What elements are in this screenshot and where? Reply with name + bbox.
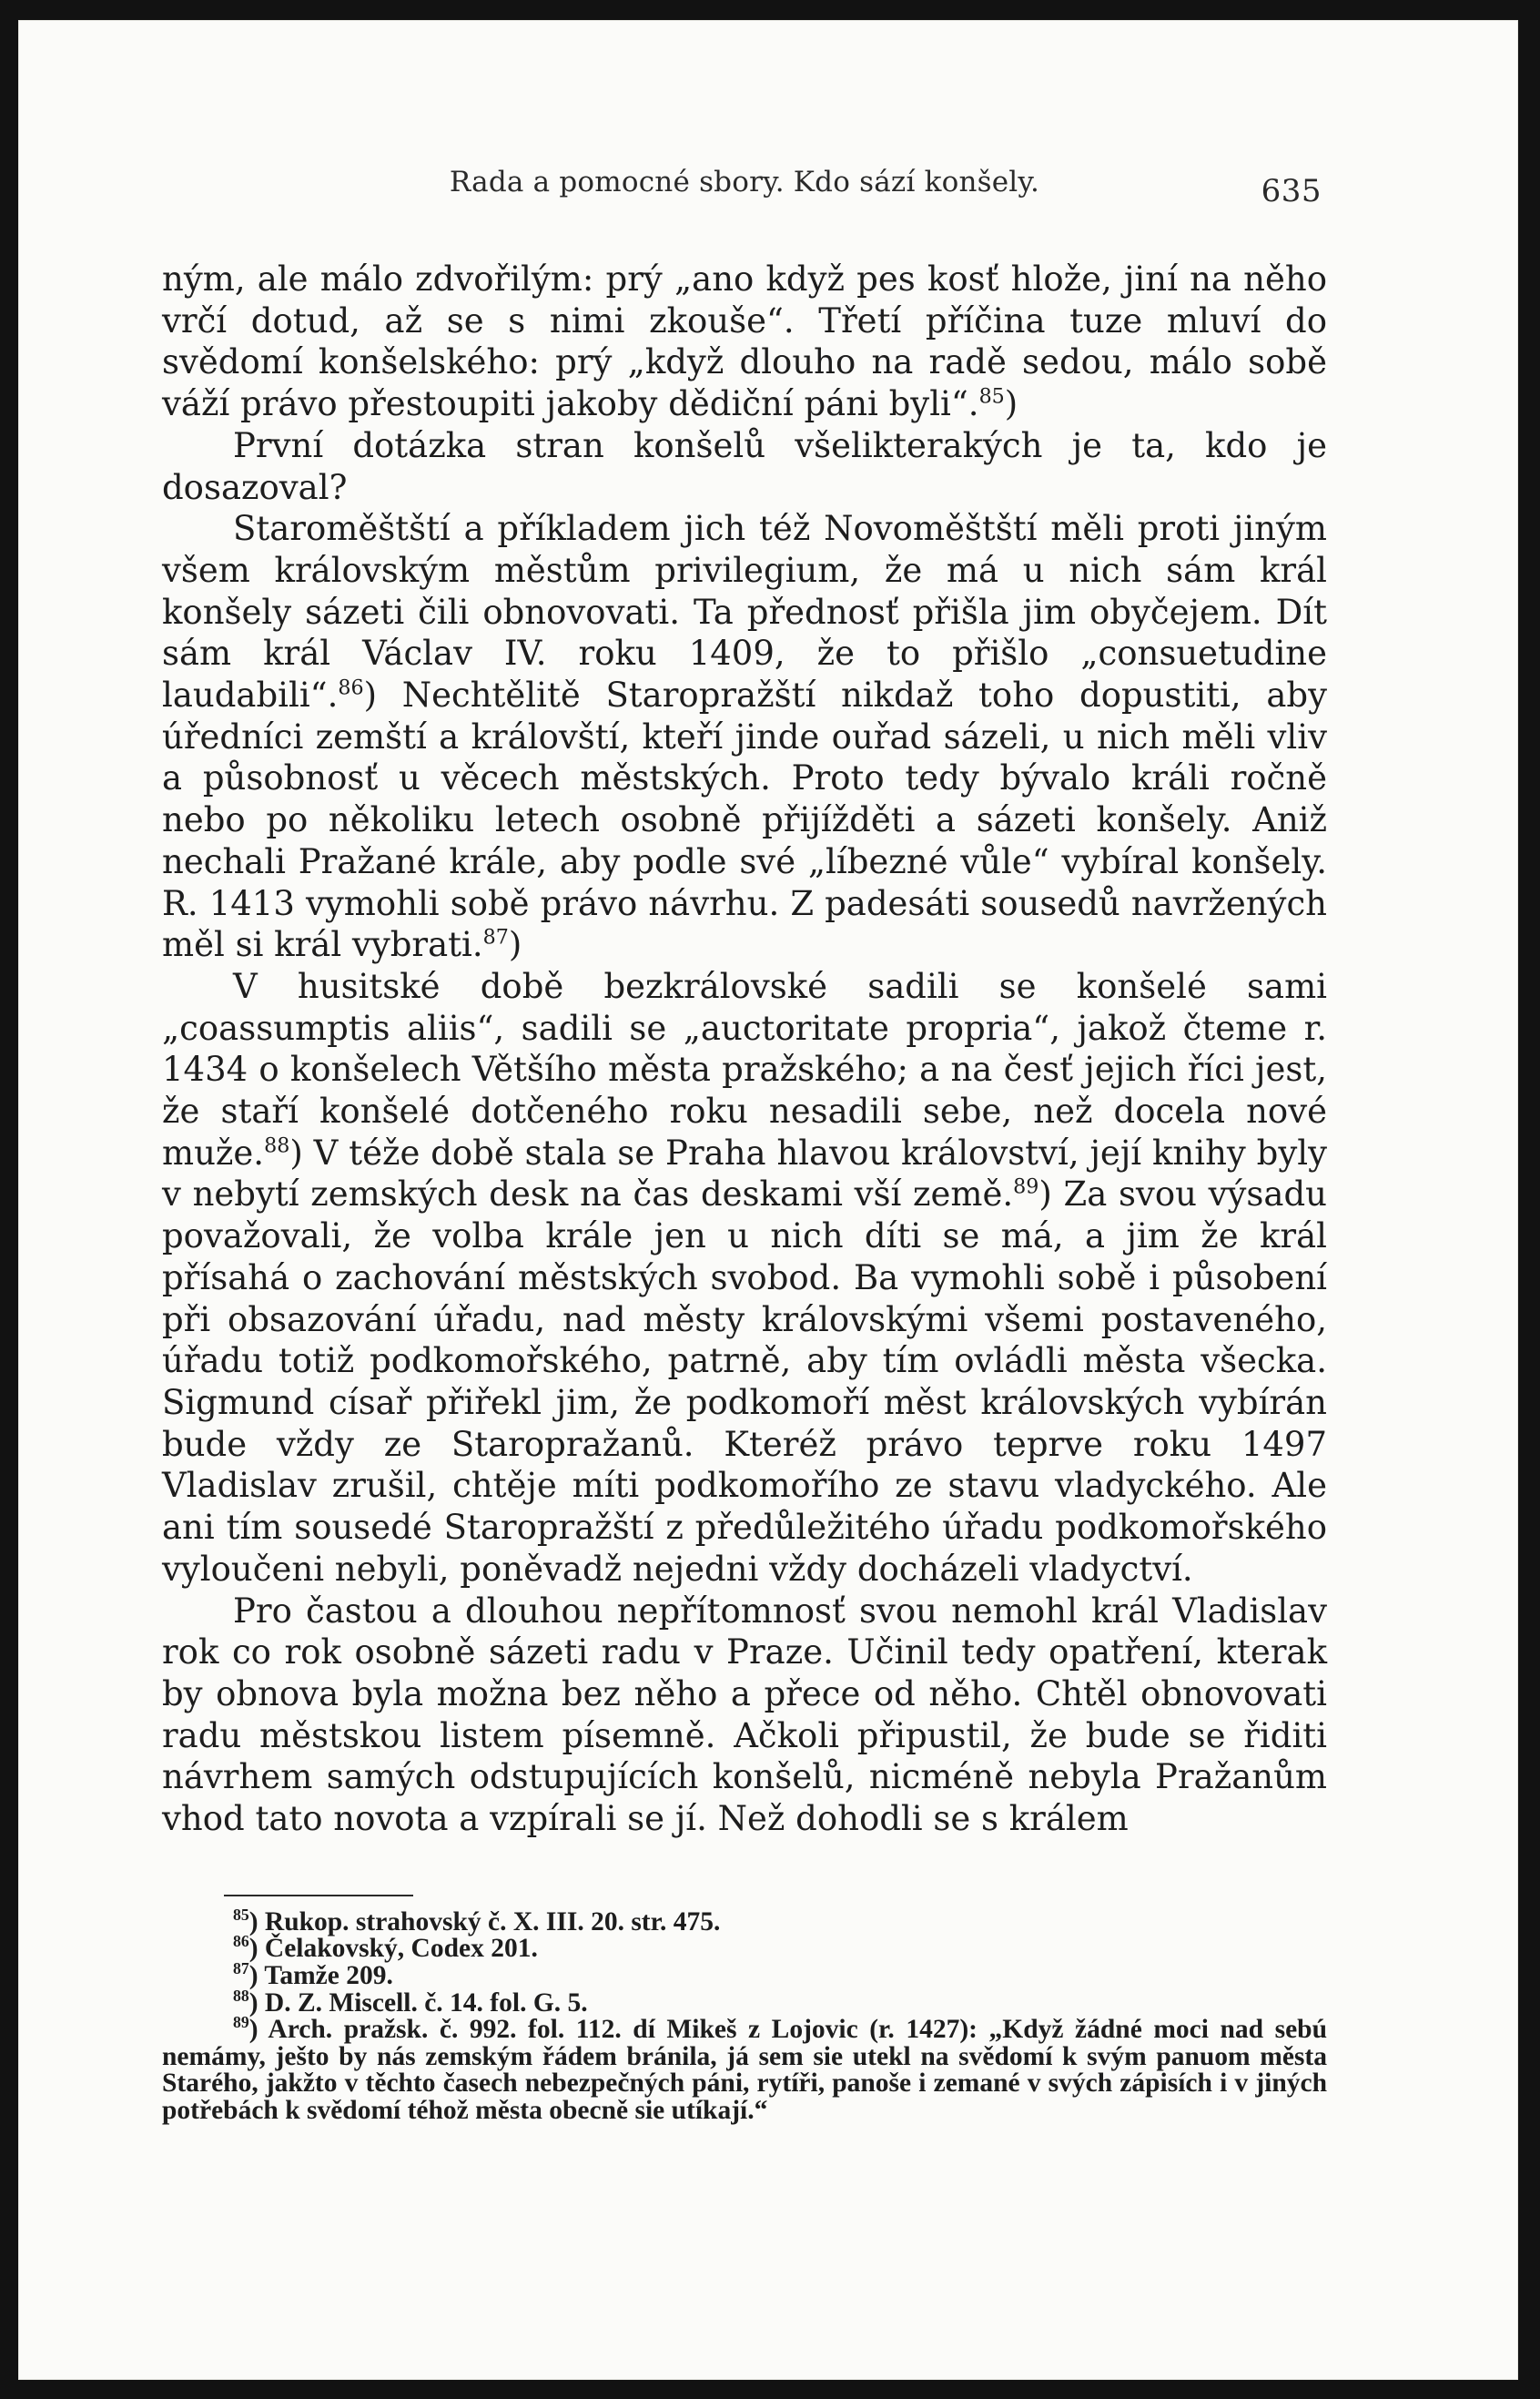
body-text [162,259,1327,1840]
paragraph-tail: ) Za svou výsadu považovali, že volba krále jen u nich díti se má, a jim že král přísahá o zachování městských svobod. Ba vymohli sobě i působení při obsazování úřadu, nad městy královskými všemi postaveného, úřadu totiž podkomořského, patrně, aby tím ovládli města všecka. Sigmund císař přiřekl jim, že podkomoří měst královských vybírán bude vždy ze Staropražanů. Kteréž právo teprve roku 1497 Vladislav zrušil, chtěje míti podkomořího ze stavu vladyckého. Ale ani tím sousedé Staropražští z předůležitého úřadu podkomořského vyloučeni nebyli, poněvadž nejedni vždy docházeli vladyctví. [162,1174,1327,1589]
footnote-ref: 89 [1013,1175,1039,1200]
footnote-87 [162,1959,1327,1990]
paragraph-tail: ) Nechtělitě Staropražští nikdaž toho dopustiti, aby úředníci zemští a královští, kteří jinde ouřad sázeli, u nich měli vliv a působnosť u věcech městských. Proto tedy bývalo králi ročně nebo po několiku letech osobně přijížděti a sázeti konšely. Aniž nechali Pražané krále, aby podle své „líbezné vůle“ vybíral konšely. R. 1413 vymohli sobě právo návrhu. Z padesáti sousedů navržených měl si král vybrati. [162,676,1327,965]
page-content [162,157,1327,2124]
footnote-number: 88 [233,1986,249,2005]
footnote-89 [162,2013,1327,2125]
paragraph-3 [162,508,1327,966]
footnote-text: ) D. Z. Miscell. č. 14. fol. G. 5. [248,1987,588,2018]
running-head [162,157,1327,211]
page-number: 635 [1261,173,1322,209]
paragraph-tail: ) [508,925,522,965]
paragraph-text: Staroměštští a příkladem jich též Novoměštští měli proti jiným všem královským městům privilegium, že má u nich sám král konšely sázeti čili obnovovati. Ta přednosť přišla jim obyčejem. Dít sám král Václav IV. roku 1409, že to přišlo „consuetudine laudabili“. [162,509,1327,716]
footnote-text: ) Arch. pražsk. č. 992. fol. 112. dí Mikeš z Lojovic (r. 1427): „Když žádné moci nad sebú nemámy, ješto by nás zemským řádem bránila, já sem sie utekl na svědomí k svým panuom města Starého, jakžto v těchto časech nebezpečných páni, rytíři, panoše i zemané v svých zápisích i v jiných potřebách k svědomí téhož města obecně sie utíkají.“ [162,2015,1327,2125]
footnote-text: ) Tamže 209. [248,1960,393,1990]
paragraph-text: ným, ale málo zdvořilým: prý „ano když pes kosť hlože, jiní na něho vrčí dotud, až se s nimi zkouše“. Třetí příčina tuze mluví do svědomí konšelského: prý „když dlouho na radě sedou, málo sobě váží právo přestoupiti jakoby dědiční páni byli“. [162,259,1327,424]
paragraph-2 [162,425,1327,508]
footnote-ref: 87 [482,925,509,950]
paragraph-4 [162,966,1327,1591]
footnote-text: ) Rukop. strahovský č. X. III. 20. str. 475. [248,1906,721,1936]
footnote-number: 89 [233,2013,249,2032]
paragraph-5 [162,1591,1327,1840]
footnote-85 [162,1905,1327,1936]
footnote-number: 86 [233,1932,249,1951]
footnote-88 [162,1986,1327,2018]
footnote-ref: 88 [264,1133,290,1158]
paragraph-text: První dotázka stran konšelů všelikterakých je ta, kdo je dosazoval? [162,425,1327,507]
footnote-86 [162,1932,1327,1964]
footnote-ref: 85 [978,384,1005,409]
running-head-title: Rada a pomocné sbory. Kdo sází konšely. [449,166,1040,198]
paragraph-1 [162,259,1327,425]
footnote-separator [224,1895,413,1896]
paragraph-tail: ) V téže době stala se Praha hlavou království, její knihy byly v nebytí zemských desk na čas deskami vší země. [162,1133,1327,1215]
footnote-ref: 86 [338,676,364,700]
footnote-number: 87 [233,1959,249,1978]
footnotes [162,1905,1327,2125]
paragraph-tail: ) [1004,384,1018,424]
footnote-text: ) Čelakovský, Codex 201. [248,1934,538,1964]
paragraph-text: Pro častou a dlouhou nepřítomnosť svou nemohl král Vladislav rok co rok osobně sázeti radu v Praze. Učinil tedy opatření, kterak by obnova byla možna bez něho a přece od něho. Chtěl obnovovati radu městskou listem písemně. Ačkoli připustil, že bude se řiditi návrhem samých odstupujících konšelů, nicméně nebyla Pražanům vhod tato novota a vzpírali se jí. Než dohodli se s králem [162,1591,1327,1839]
footnote-number: 85 [233,1905,249,1924]
book-page [18,20,1518,2380]
paragraph-text: V husitské době bezkrálovské sadili se konšelé sami „coassumptis aliis“, sadili se „auctoritate propria“, jakož čteme r. 1434 o konšelech Většího města pražského; a na česť jejich říci jest, že staří konšelé dotčeného roku nesadili sebe, než docela nové muže. [162,966,1327,1173]
